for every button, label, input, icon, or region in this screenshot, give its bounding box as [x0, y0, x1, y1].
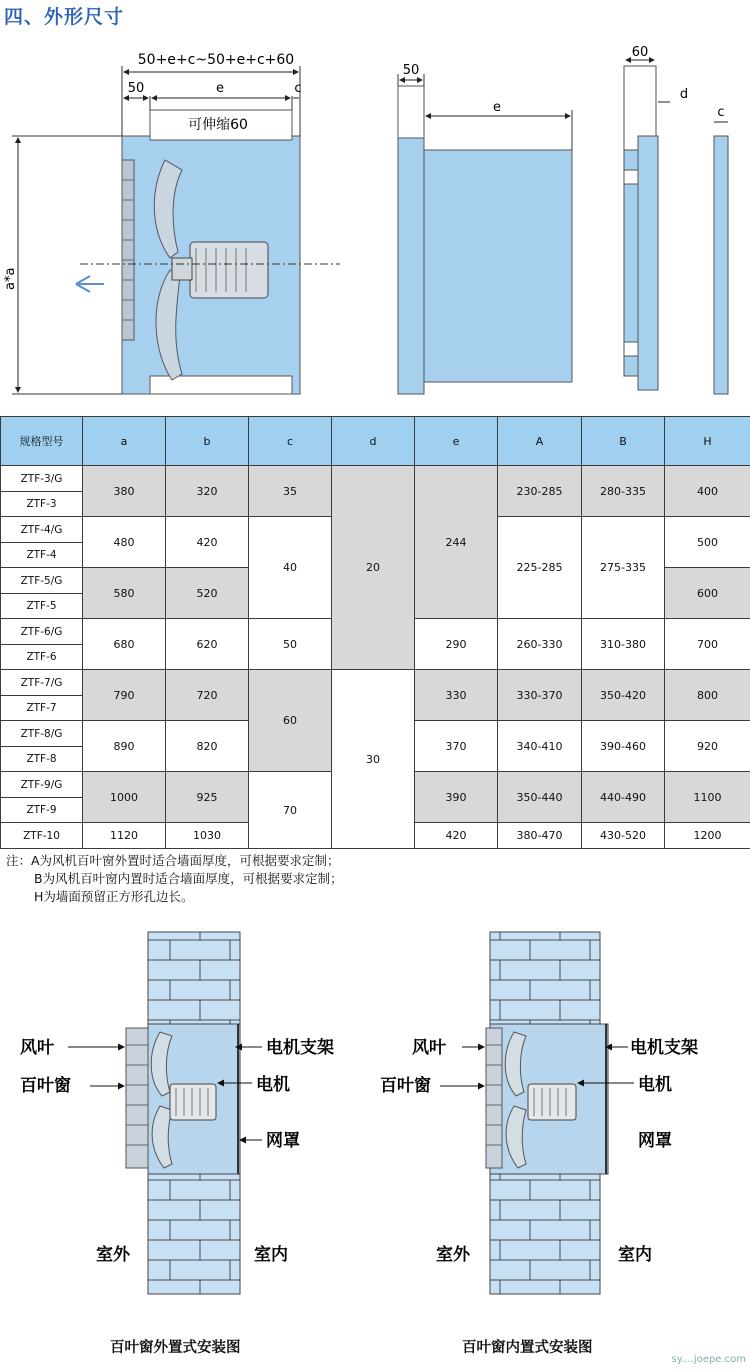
cell-c: 40 [249, 517, 332, 619]
cell-b: 320 [166, 466, 249, 517]
model-cell: ZTF-6 [1, 645, 83, 670]
cell-H: 1100 [665, 772, 750, 823]
cell-H: 500 [665, 517, 750, 568]
cell-a: 790 [83, 670, 166, 721]
cell-B: 280-335 [582, 466, 665, 517]
label-indoor: 室内 [618, 1245, 652, 1265]
model-cell: ZTF-4/G [1, 517, 83, 543]
bracket-view-figure [624, 45, 688, 390]
dim-aa-label: a*a [3, 267, 18, 290]
label-motor: 电机 [638, 1075, 672, 1095]
cell-e: 420 [415, 823, 498, 849]
model-cell: ZTF-7/G [1, 670, 83, 696]
cell-A: 260-330 [498, 619, 582, 670]
cell-b: 520 [166, 568, 249, 619]
cell-B: 430-520 [582, 823, 665, 849]
cell-a: 580 [83, 568, 166, 619]
col-header-B: B [582, 417, 665, 466]
cell-a: 680 [83, 619, 166, 670]
notes-block [6, 852, 343, 906]
f2-e-label: e [493, 100, 501, 115]
cell-H: 920 [665, 721, 750, 772]
spec-table [0, 416, 750, 849]
col-header-e: e [415, 417, 498, 466]
cell-H: 400 [665, 466, 750, 517]
col-header-d: d [332, 417, 415, 466]
cell-A: 350-440 [498, 772, 582, 823]
cell-a: 1000 [83, 772, 166, 823]
col-header-H: H [665, 417, 750, 466]
label-blade: 风叶 [20, 1038, 54, 1058]
f3-60-label: 60 [631, 45, 649, 60]
model-cell: ZTF-6/G [1, 619, 83, 645]
table-header-row [1, 417, 750, 466]
cell-A: 225-285 [498, 517, 582, 619]
model-cell: ZTF-9/G [1, 772, 83, 798]
cell-a: 380 [83, 466, 166, 517]
table-row [1, 670, 750, 696]
cell-a: 480 [83, 517, 166, 568]
label-louver: 百叶窗 [20, 1076, 71, 1096]
note-line: 注：A为风机百叶窗外置时适合墙面厚度，可根据要求定制； [6, 853, 340, 868]
label-outdoor: 室外 [436, 1245, 470, 1265]
model-cell: ZTF-3/G [1, 466, 83, 492]
cell-A: 340-410 [498, 721, 582, 772]
cell-b: 420 [166, 517, 249, 568]
model-cell: ZTF-8 [1, 747, 83, 772]
cell-B: 390-460 [582, 721, 665, 772]
label-motor: 电机 [256, 1075, 290, 1095]
dim-total-label: 50+e+c~50+e+c+60 [137, 52, 295, 68]
label-outdoor: 室外 [96, 1245, 130, 1265]
cell-H: 800 [665, 670, 750, 721]
label-louver: 百叶窗 [380, 1076, 431, 1096]
retract-label: 可伸缩60 [188, 117, 248, 133]
f3-d-label: d [679, 87, 689, 102]
model-cell: ZTF-5 [1, 594, 83, 619]
model-cell: ZTF-10 [1, 823, 83, 849]
model-cell: ZTF-8/G [1, 721, 83, 747]
cell-b: 925 [166, 772, 249, 823]
cell-c: 50 [249, 619, 332, 670]
cell-b: 720 [166, 670, 249, 721]
cell-e: 390 [415, 772, 498, 823]
model-cell: ZTF-7 [1, 696, 83, 721]
cell-d: 30 [332, 670, 415, 849]
cell-A: 330-370 [498, 670, 582, 721]
col-header-b: b [166, 417, 249, 466]
model-cell: ZTF-3 [1, 492, 83, 517]
note-line: H为墙面预留正方形孔边长。 [34, 889, 194, 904]
cell-c: 60 [249, 670, 332, 772]
watermark: sy....joepe.com [671, 1354, 746, 1365]
external-louver-install [20, 932, 334, 1294]
cell-B: 440-490 [582, 772, 665, 823]
caption-internal: 百叶窗内置式安装图 [462, 1340, 593, 1356]
cell-c: 70 [249, 772, 332, 849]
label-blade: 风叶 [412, 1038, 446, 1058]
label-guard: 网罩 [266, 1131, 300, 1151]
dim-c-label: c [294, 81, 302, 96]
caption-external: 百叶窗外置式安装图 [110, 1340, 241, 1356]
cell-e: 370 [415, 721, 498, 772]
front-view-figure [398, 63, 572, 394]
cell-a: 1120 [83, 823, 166, 849]
model-cell: ZTF-4 [1, 543, 83, 568]
model-cell: ZTF-9 [1, 798, 83, 823]
label-motor-bracket: 电机支架 [630, 1038, 698, 1058]
dimension-drawings [0, 30, 750, 410]
cell-H: 600 [665, 568, 750, 619]
f4-c-label: c [717, 105, 725, 120]
label-guard: 网罩 [638, 1131, 672, 1151]
col-header-c: c [249, 417, 332, 466]
note-line: B为风机百叶窗内置时适合墙面厚度，可根据要求定制； [34, 871, 343, 886]
label-motor-bracket: 电机支架 [266, 1038, 334, 1058]
cell-A: 380-470 [498, 823, 582, 849]
cell-c: 35 [249, 466, 332, 517]
cell-d: 20 [332, 466, 415, 670]
side-view-figure [3, 52, 340, 394]
cell-b: 620 [166, 619, 249, 670]
strip-view-figure [714, 105, 728, 394]
cell-e: 244 [415, 466, 498, 619]
cell-a: 890 [83, 721, 166, 772]
dim-e-label: e [216, 81, 224, 96]
col-header-A: A [498, 417, 582, 466]
cell-b: 820 [166, 721, 249, 772]
cell-A: 230-285 [498, 466, 582, 517]
f2-50-label: 50 [402, 63, 420, 78]
section-title: 四、外形尺寸 [4, 6, 125, 28]
cell-B: 275-335 [582, 517, 665, 619]
table-row [1, 466, 750, 492]
installation-drawings [0, 920, 750, 1370]
col-header-model: 规格型号 [1, 417, 83, 466]
cell-H: 1200 [665, 823, 750, 849]
cell-H: 700 [665, 619, 750, 670]
internal-louver-install [380, 932, 698, 1294]
cell-B: 310-380 [582, 619, 665, 670]
label-indoor: 室内 [254, 1245, 288, 1265]
cell-e: 330 [415, 670, 498, 721]
cell-b: 1030 [166, 823, 249, 849]
col-header-a: a [83, 417, 166, 466]
cell-e: 290 [415, 619, 498, 670]
model-cell: ZTF-5/G [1, 568, 83, 594]
cell-B: 350-420 [582, 670, 665, 721]
dim-50-label: 50 [127, 81, 145, 96]
